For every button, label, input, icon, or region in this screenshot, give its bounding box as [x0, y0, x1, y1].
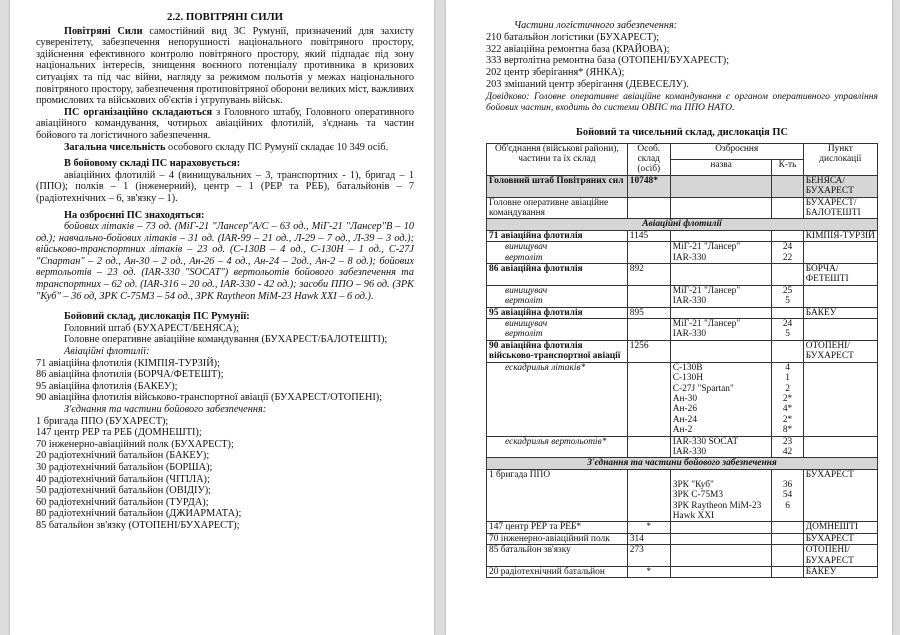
arms-name: С-130Н: [672, 373, 703, 384]
cell-arms-name: [670, 436, 772, 458]
arms-name: IAR-330: [672, 252, 707, 263]
left-page-content: [36, 12, 414, 532]
left-page: [10, 0, 434, 635]
cell-arms-name: [670, 285, 772, 307]
arms-name: С-27J "Spartan": [672, 383, 734, 394]
arms-count: 5: [785, 296, 790, 307]
col-unit: Об'єднання (військові райони), частини та їх склад: [487, 143, 628, 175]
arms-name: МіГ-21 "Ланcер": [672, 319, 741, 330]
arms-count: 22: [782, 252, 793, 263]
reference-note: Довідково: Головне оперативне авіаційне командування є органом оперативного управління бойових частин, входить до системи ОВПС та ППО НАТО.: [486, 90, 878, 113]
cell-personnel: 1145: [627, 230, 670, 241]
cell-unit: 85 батальйон зв'язку: [487, 545, 628, 567]
cell-personnel: *: [627, 567, 670, 578]
cell-location: ДОМНЕШТІ: [803, 522, 877, 533]
arms-name: IAR-330 SOCAT: [672, 436, 739, 447]
arms-count: 2: [785, 383, 790, 394]
table-row: [487, 307, 878, 318]
support-line: 40 радіотехнічний батальйон (ЧІТІЛА);: [36, 473, 210, 485]
arms-text: бойових літаків – 73 од. (МіГ-21 "Ланcер"A/C – 63 од., МіГ-21 "Ланcер"B – 10 од.); навчально-бойових літаків – 31 од. (IAR-99 – 21 од., Л-29 – 7 од., Л-39 – 3 од.); військово-транспортних літаків – 23 од. (С-130В – 4 од., С-130Н – 1 од., С-27J "Спартан" – 2 од., Ан-30 – 2 од., Ан-26 – 4 од., Ан-24 – 2од., Ан-2 – 8 од.); бойових вертольотів – 23 од. (IAR-330 "SOCAT") вертольотів бойового забезпечення та транспортних – 62 од. (IAR-316 – 20 од., IAR-330 - 42 од.); засоби ППО – 96 од. (ЗРК "Куб" – 36 од, ЗРК С-75М3 – 54 од., ЗРК Raytheon MiM-23 Hawk XXI – 6 од.).: [36, 221, 414, 302]
arms-name: ЗРК "Куб": [672, 479, 714, 490]
cell-arms-count: [772, 242, 803, 264]
cell-personnel: 10748*: [627, 175, 670, 197]
arms-count: 5: [785, 329, 790, 340]
cell-location: БУХАРЕСТ/ БАЛОТЕШТІ: [803, 197, 877, 219]
cell-unit: 71 авіаційна флотилія: [487, 230, 628, 241]
arms-name: МіГ-21 "Ланcер": [672, 242, 741, 253]
arms-name: Ан-24: [672, 414, 698, 425]
right-page-content: [486, 20, 878, 578]
table-row: [487, 230, 878, 241]
arms-count: 8*: [782, 425, 793, 436]
cell-subunit: [487, 319, 628, 341]
flotilla-line: 90 авіаційна флотилія військово-транспортної авіації (БУХАРЕСТ/ОТОПЕНІ);: [36, 392, 383, 404]
cell-personnel: 892: [627, 264, 670, 286]
right-page: [446, 0, 892, 635]
arms-count: 54: [782, 490, 793, 501]
table-row: [487, 436, 878, 458]
support-line: 50 радіотехнічний батальйон (ОВІДІУ);: [36, 485, 212, 497]
cell-location: ОТОПЕНІ/ БУХАРЕСТ: [803, 340, 877, 362]
cell-location: БУХАРЕСТ: [803, 469, 877, 522]
table-row: [487, 567, 878, 578]
section-support: З'єднання та частини бойового забезпечення: [487, 458, 878, 469]
table-header-row: [487, 143, 878, 159]
arms-name: С-130В: [672, 362, 703, 373]
subunit-type: вертоліт: [505, 296, 543, 307]
cell-arms-count: [772, 319, 803, 341]
table-row: [487, 533, 878, 544]
disposition-heading: Бойовий склад, дислокація ПС Румунії:: [64, 311, 250, 323]
flotilla-line: 71 авіаційна флотилія (КІМПІЯ-ТУРЗІЙ);: [36, 357, 220, 369]
cell-personnel: 1256: [627, 340, 670, 362]
support-line: 85 батальйон зв'язку (ОТОПЕНІ/БУХАРЕСТ);: [36, 519, 240, 531]
arms-count: 36: [782, 479, 793, 490]
arms-count: 2*: [782, 393, 793, 404]
table-row: [487, 285, 878, 307]
cell-arms-name: [670, 469, 772, 522]
arms-name: ЗРК С-75М3: [672, 490, 724, 501]
cell-unit: 90 авіаційна флотилія військово-транспортної авіації: [487, 340, 628, 362]
logistics-line: 333 вертолітна ремонтна база (ОТОПЕНІ/БУХАРЕСТ);: [486, 55, 730, 67]
cell-subunit: ескадрилья вертольотів*: [487, 436, 628, 458]
composition-table: [486, 143, 878, 579]
table-row: [487, 340, 878, 362]
intro-paragraph: [36, 26, 414, 107]
arms-count: 24: [782, 319, 793, 330]
intro-text: самостійний вид ЗС Румунії, призначений для захисту суверенітету, забезпечення непорушності національного повітряного простору, здійснення ефективного контролю повітряного простору, який підпадає під зону національних інтересів, знищення воєнного потенціалу противника в кризових ситуаціях та під час війни, нагляду за режимом польотів у межах національного повітряного простору, забезпечення протиповітряної оборони великих міст, важливих промислових та військових об'єктів і угрупувань військ.: [36, 25, 414, 107]
cell-arms-name: [670, 362, 772, 436]
org-paragraph: [36, 107, 414, 142]
arms-name: IAR-330: [672, 446, 707, 457]
subunit-type: вертоліт: [505, 252, 543, 263]
arms-count: 6: [785, 500, 790, 511]
cell-unit: Головний штаб Повітряних сил: [487, 175, 628, 197]
table-row: [487, 522, 878, 533]
flotillas-heading: Авіаційні флотилії:: [64, 346, 150, 358]
table-row: [487, 264, 878, 286]
table-row: [487, 362, 878, 436]
cell-personnel: 314: [627, 533, 670, 544]
cell-arms-count: [772, 362, 803, 436]
arms-name: IAR-330: [672, 296, 707, 307]
arms-count: 4: [785, 362, 790, 373]
table-row: [487, 175, 878, 197]
arms-count: 24: [782, 242, 793, 253]
subunit-type: винищувач: [505, 285, 548, 296]
cell-personnel: *: [627, 522, 670, 533]
logistics-line: 210 батальйон логістики (БУХАРЕСТ);: [486, 31, 660, 43]
table-row: [487, 469, 878, 522]
strength-text: особового складу ПС Румунії складає 10 349 осіб.: [165, 141, 389, 153]
support-heading: З'єднання та частини бойового забезпечення:: [64, 404, 267, 415]
table-row: [487, 242, 878, 264]
logistics-line: 202 центр зберігання* (ЯНКА);: [486, 67, 625, 79]
arms-count: 2*: [782, 414, 793, 425]
arms-count: 1: [785, 373, 790, 384]
cell-location: БЕНЯСА/ БУХАРЕСТ: [803, 175, 877, 197]
flotilla-line: 95 авіаційна флотилія (БАКЕУ);: [36, 380, 178, 392]
support-line: 20 радіотехнічний батальйон (БАКЕУ);: [36, 450, 210, 462]
cell-arms-name: [670, 319, 772, 341]
arms-name: Ан-2: [672, 425, 693, 436]
combat-heading: В бойовому складі ПС нараховується:: [64, 158, 241, 170]
logistics-heading: Частини логістичного забезпечення:: [514, 20, 678, 31]
support-line: 147 центр РЕР та РЕБ (ДОМНЕШТІ);: [36, 427, 202, 439]
disposition-line: Головне оперативне авіаційне командування (БУХАРЕСТ/БАЛОТЕШТІ);: [64, 334, 388, 346]
cell-unit: 1 бригада ППО: [487, 469, 628, 522]
table-title: Бойовий та чисельний склад, дислокація ПС: [576, 126, 788, 138]
col-arms: Озброєння: [670, 143, 803, 159]
org-lead: ПС організаційно складаються: [64, 106, 213, 118]
strength-paragraph: [36, 142, 414, 154]
section-flotillas: Авіаційні флотилії: [487, 219, 878, 230]
cell-unit: 70 інженерно-авіаційний полк: [487, 533, 628, 544]
flotilla-line: 86 авіаційна флотилія (БОРЧА/ФЕТЕШТ);: [36, 369, 224, 381]
cell-location: БАКЕУ: [803, 307, 877, 318]
table-section-row: [487, 219, 878, 230]
arms-name: IAR-330: [672, 329, 707, 340]
col-personnel: Особ. склад (осіб): [627, 143, 670, 175]
support-line: 60 радіотехнічний батальйон (ТУРДА);: [36, 496, 209, 508]
combat-text: авіаційних флотилій – 4 (винищувальних – 3, транспортних - 1), бригад – 1 (ППО); полків – 1 (інженерний), центр – 1 (РЕР та РЕБ), батальйонів – 7 (радіотехнічних – 6, зв'язку – 1).: [36, 169, 414, 204]
cell-location: КІМПІЯ-ТУРЗІЙ: [803, 230, 877, 241]
col-arms-count: К-ть: [772, 159, 803, 175]
col-arms-name: назва: [670, 159, 772, 175]
logistics-line: 203 змішаний центр зберігання (ДЕВЕСЕЛУ).: [486, 78, 689, 90]
cell-location: БУХАРЕСТ: [803, 533, 877, 544]
table-section-row: [487, 458, 878, 469]
cell-subunit: [487, 242, 628, 264]
arms-count: 42: [782, 446, 793, 457]
table-row: [487, 545, 878, 567]
table-row: [487, 197, 878, 219]
table-row: [487, 319, 878, 341]
arms-count: 4*: [782, 404, 793, 415]
intro-lead: Повітряні Сили: [64, 25, 143, 37]
subunit-type: винищувач: [505, 319, 548, 330]
col-location: Пункт дислокації: [803, 143, 877, 175]
cell-location: БОРЧА/ФЕТЕШТІ: [803, 264, 877, 286]
cell-unit: 20 радіотехнічний батальйон: [487, 567, 628, 578]
cell-subunit: ескадрилья літаків*: [487, 362, 628, 436]
support-line: 70 інженерно-авіаційний полк (БУХАРЕСТ);: [36, 438, 234, 450]
support-line: 1 бригада ППО (БУХАРЕСТ);: [36, 415, 169, 427]
section-heading: 2.2. ПОВІТРЯНІ СИЛИ: [166, 11, 284, 23]
strength-lead: Загальна чисельність: [64, 141, 166, 153]
arms-name: МіГ-21 "Ланcер": [672, 285, 741, 296]
subunit-type: винищувач: [505, 242, 548, 253]
disposition-line: Головний штаб (БУХАРЕСТ/БЕНЯСА);: [64, 322, 240, 334]
cell-personnel: 895: [627, 307, 670, 318]
arms-count: 23: [782, 436, 793, 447]
cell-unit: Головне оперативне авіаційне командування: [487, 197, 628, 219]
cell-arms-count: [772, 436, 803, 458]
cell-arms-count: [772, 469, 803, 522]
arms-heading: На озброєнні ПС знаходяться:: [64, 209, 205, 221]
logistics-line: 322 авіаційна ремонтна база (КРАЙОВА);: [486, 43, 670, 55]
cell-location: БАКЕУ: [803, 567, 877, 578]
support-line: 80 радіотехнічний батальйон (ДЖИАРМАТА);: [36, 508, 242, 520]
cell-arms-name: [670, 242, 772, 264]
cell-subunit: [487, 285, 628, 307]
cell-arms-count: [772, 285, 803, 307]
subunit-type: вертоліт: [505, 329, 543, 340]
cell-unit: 95 авіаційна флотилія: [487, 307, 628, 318]
cell-unit: 147 центр РЕР та РЕБ*: [487, 522, 628, 533]
cell-personnel: 273: [627, 545, 670, 567]
org-text: з Головного штабу, Головного оперативного авіаційного командування, чотирьох авіаційних флотилій, з'єднань та частин бойового та логістичного забезпечення.: [36, 106, 415, 141]
arms-name: Ан-30: [672, 393, 698, 404]
cell-unit: 86 авіаційна флотилія: [487, 264, 628, 286]
support-line: 30 радіотехнічний батальйон (БОРША);: [36, 461, 213, 473]
arms-name: ЗРК Raytheon MiM-23 Hawk XXI: [672, 500, 762, 521]
arms-count: 25: [782, 285, 793, 296]
arms-name: Ан-26: [672, 404, 698, 415]
cell-location: ОТОПЕНІ/ БУХАРЕСТ: [803, 545, 877, 567]
